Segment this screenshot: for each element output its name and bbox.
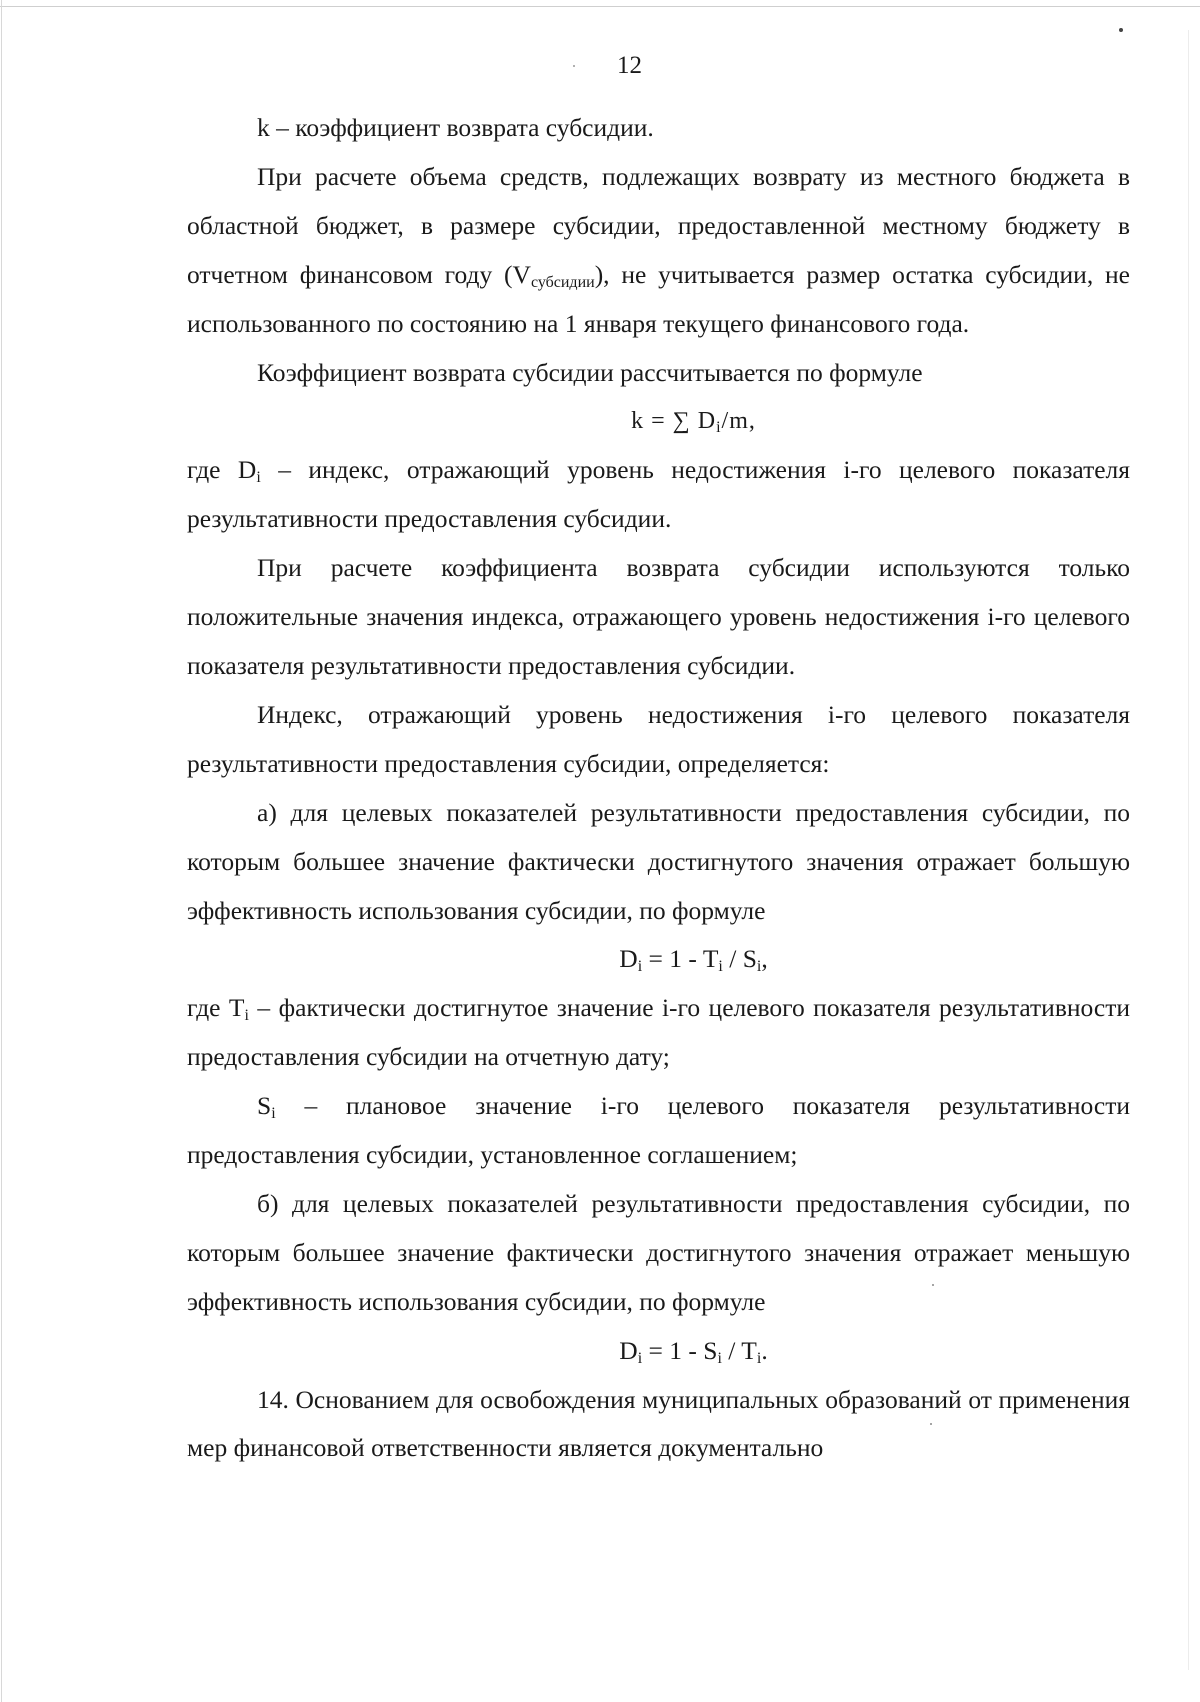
paragraph-coefficient-formula-intro: Коэффициент возврата субсидии рассчитывается по формуле bbox=[257, 357, 923, 387]
paragraph-case-b: б) для целевых показателей результативности предоставления субсидии, по которым большее значение фактически достигнутого значения отражает меньшую эффективность использования субсидии, по формуле bbox=[187, 1188, 1130, 1316]
scan-edge-left bbox=[1, 0, 2, 1702]
paragraph-si-definition: $S_i$ – плановое значение i-го целевого показателя результативности предоставления субсидии, установленное соглашением; bbox=[187, 1091, 1130, 1170]
paragraph-di-definition: где $D_i$ – индекс, отражающий уровень недостижения i-го целевого показателя результативности предоставления субсидии. bbox=[187, 455, 1130, 534]
formula-di-case-a: $D_i = 1 - T_i / S_i$, bbox=[619, 944, 768, 976]
paragraph-case-a: а) для целевых показателей результативности предоставления субсидии, по которым большее значение фактически достигнутого значения отражает большую эффективность использования субсидии, по формуле bbox=[187, 797, 1130, 925]
paragraph-item-14: 14. Основанием для освобождения муниципальных образований от применения мер финансовой ответственности является документально bbox=[187, 1384, 1130, 1463]
formula-di-case-b: $D_i = 1 - S_i / T_i$. bbox=[619, 1335, 768, 1367]
paragraph-index-determined: Индекс, отражающий уровень недостижения i-го целевого показателя результативности предоставления субсидии, определяется: bbox=[187, 699, 1130, 778]
paragraph-ti-definition: где $T_i$ – фактически достигнутое значение i-го целевого показателя результативности предоставления субсидии на отчетную дату; bbox=[187, 993, 1130, 1072]
page-number: 12 bbox=[617, 52, 642, 79]
formula-k: k = ∑ $D_i/m$, bbox=[631, 408, 756, 437]
scan-speck bbox=[1119, 28, 1123, 32]
scan-edge-top bbox=[0, 6, 1200, 7]
paragraph-return-volume: При расчете объема средств, подлежащих возврату из местного бюджета в областной бюджет, в размере субсидии, предоставленной местному бюджету в отчетном финансовом году $(V_{субсидии})$, не учитывается размер остатка субсидии, не использованного по состоянию на 1 января текущего финансового года. bbox=[187, 161, 1130, 338]
scan-edge-right bbox=[1188, 30, 1189, 1670]
paragraph-k-definition: k – коэффициент возврата субсидии. bbox=[257, 113, 654, 142]
document-body bbox=[187, 104, 1130, 1473]
paragraph-positive-values: При расчете коэффициента возврата субсидии используются только положительные значения индекса, отражающего уровень недостижения i-го целевого показателя результативности предоставления субсидии. bbox=[187, 553, 1130, 680]
